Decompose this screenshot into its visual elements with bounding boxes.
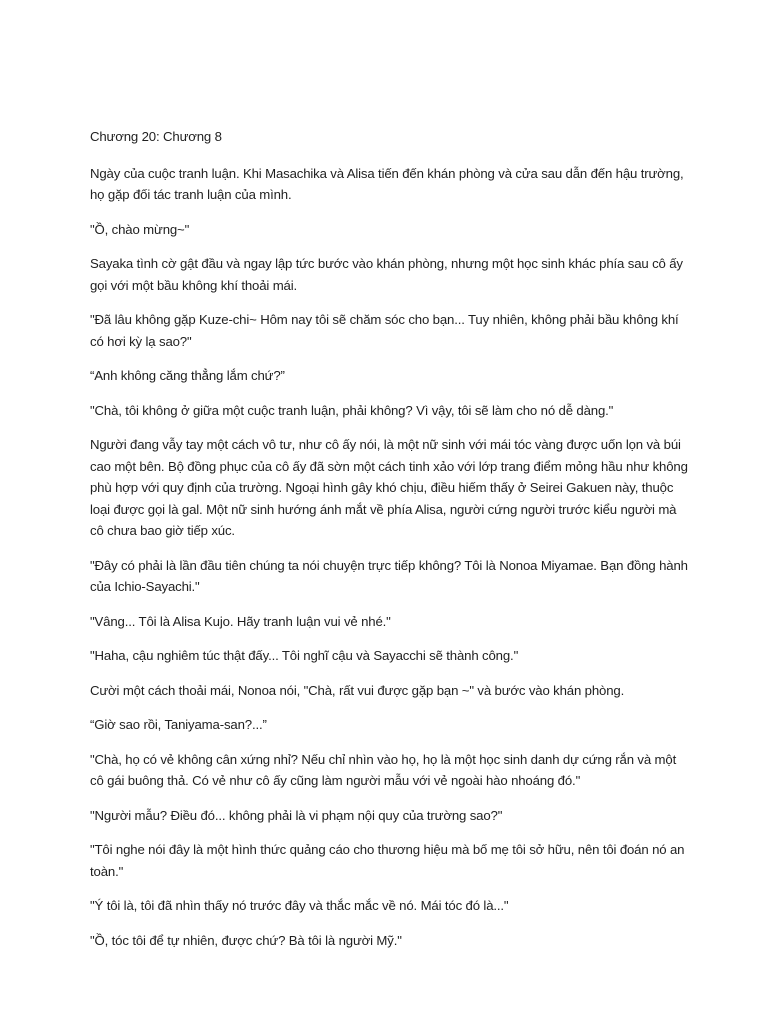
paragraph: “Anh không căng thẳng lắm chứ?” <box>90 368 285 383</box>
paragraph: "Ồ, chào mừng~" <box>90 221 190 237</box>
paragraph: "Đã lâu không gặp Kuze-chi~ Hôm nay tôi sẽ chăm sóc cho bạn... Tuy nhiên, không phải bầu không khí có hơi kỳ lạ sao?" <box>90 312 679 349</box>
chapter-title: Chương 20: Chương 8 <box>90 129 222 144</box>
paragraph: Người đang vẫy tay một cách vô tư, như cô ấy nói, là một nữ sinh với mái tóc vàng được uốn lọn và búi cao một bên. Bộ đồng phục của cô ấy đã sờn một cách tinh xảo với lớp trang điểm mỏng hầu như không phù hợp với quy định của trường. Ngoại hình gây khó chịu, điều hiếm thấy ở Seirei Gakuen này, thuộc loại được gọi là gal. Một nữ sinh hướng ánh mắt về phía Alisa, người cứng người trước kiểu người mà cô chưa bao giờ tiếp xúc. <box>90 437 688 538</box>
paragraph: "Đây có phải là lần đầu tiên chúng ta nói chuyện trực tiếp không? Tôi là Nonoa Miyamae. Bạn đồng hành của Ichio-Sayachi." <box>90 557 688 594</box>
paragraph: "Ý tôi là, tôi đã nhìn thấy nó trước đây và thắc mắc về nó. Mái tóc đó là..." <box>90 898 509 913</box>
paragraph: "Haha, cậu nghiêm túc thật đấy... Tôi nghĩ cậu và Sayacchi sẽ thành công." <box>90 648 519 663</box>
paragraph: Cười một cách thoải mái, Nonoa nói, "Chà, rất vui được gặp bạn ~" và bước vào khán phòng. <box>90 682 625 698</box>
paragraph: "Ồ, tóc tôi để tự nhiên, được chứ? Bà tôi là người Mỹ." <box>90 932 402 948</box>
paragraph: "Chà, tôi không ở giữa một cuộc tranh luận, phải không? Vì vậy, tôi sẽ làm cho nó dễ dàng." <box>90 402 614 418</box>
paragraph: "Người mẫu? Điều đó... không phải là vi phạm nội quy của trường sao?" <box>90 807 503 823</box>
paragraph: “Giờ sao rồi, Taniyama-san?...” <box>90 717 267 732</box>
paragraph: Ngày của cuộc tranh luận. Khi Masachika và Alisa tiến đến khán phòng và cửa sau dẫn đến hậu trường, họ gặp đối tác tranh luận của mình. <box>90 165 684 202</box>
paragraph: Sayaka tình cờ gật đầu và ngay lập tức bước vào khán phòng, nhưng một học sinh khác phía sau cô ấy gọi với một bầu không khí thoải mái. <box>90 256 683 293</box>
paragraph: "Chà, họ có vẻ không cân xứng nhỉ? Nếu chỉ nhìn vào họ, họ là một học sinh danh dự cứng rắn và một cô gái buông thả. Có vẻ như cô ấy cũng làm người mẫu với vẻ ngoài hào nhoáng đó." <box>90 751 677 788</box>
document-body <box>90 126 690 964</box>
paragraph: "Vâng... Tôi là Alisa Kujo. Hãy tranh luận vui vẻ nhé." <box>90 613 391 629</box>
paragraph: "Tôi nghe nói đây là một hình thức quảng cáo cho thương hiệu mà bố mẹ tôi sở hữu, nên tôi đoán nó an toàn." <box>90 842 685 879</box>
